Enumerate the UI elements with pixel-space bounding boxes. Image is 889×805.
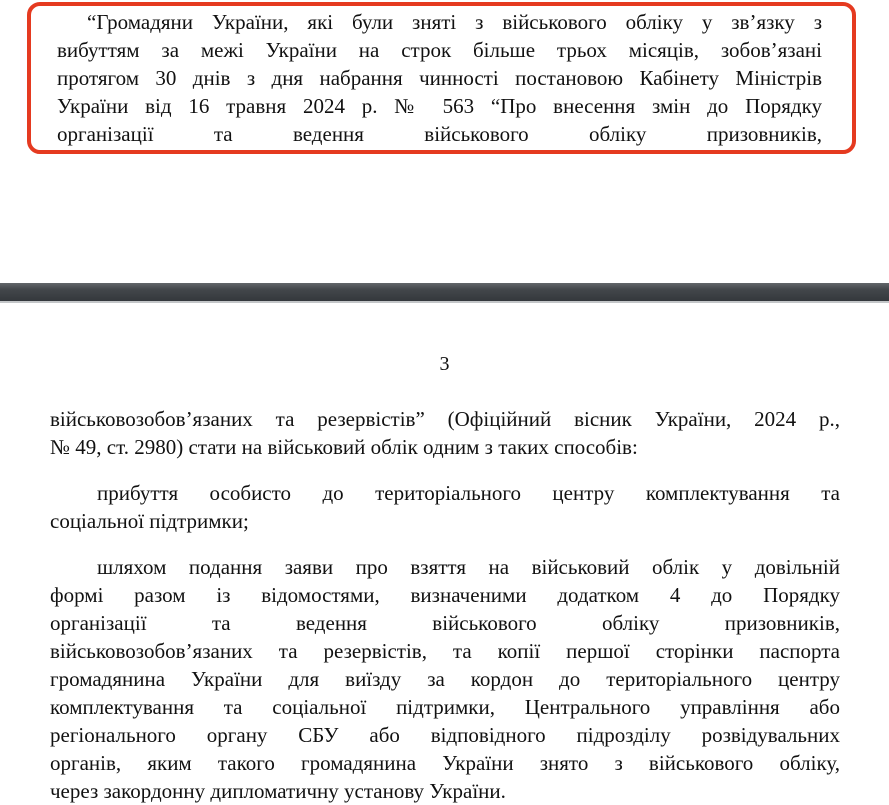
paragraph (50, 405, 840, 461)
paragraph-line: організації та ведення військового обліку призовників, (50, 611, 840, 635)
paragraph-line: формі разом із відомостями, визначеними додатком 4 до Порядку (50, 583, 840, 607)
paragraph-line: України від 16 травня 2024 р. № 563 “Про внесення змін до Порядку (57, 94, 822, 118)
paragraph-line: № 49, ст. 2980) стати на військовий облік одним з таких способів: (50, 435, 638, 459)
annotation-highlight-box (27, 2, 856, 154)
paragraph-line: шляхом подання заяви про взяття на військовий облік у довільній (97, 555, 840, 579)
paragraph-line: вибуттям за межі України на строк більше трьох місяців, зобов’язані (57, 38, 822, 62)
paragraph-line: органів, яким такого громадянина України знято з військового обліку, (50, 751, 840, 775)
paragraph-line: організації та ведення військового обліку призовників, (57, 122, 822, 146)
paragraph-line: регіонального органу СБУ або відповідного підрозділу розвідувальних (50, 723, 840, 747)
page-2-bottom (0, 2, 889, 283)
document-view (0, 2, 889, 802)
paragraph-line: комплектування та соціальної підтримки, Центрального управління або (50, 695, 840, 719)
paragraph-line: через закордонну дипломатичну установу України. (50, 779, 506, 803)
paragraph-line: громадянина України для виїзду за кордон до територіального центру (50, 667, 840, 691)
page-separator-bar (0, 283, 889, 303)
paragraph-line: “Громадяни України, які були зняті з військового обліку у зв’язку з (87, 10, 822, 34)
paragraph (50, 553, 840, 805)
paragraph (50, 479, 840, 535)
paragraph-line: прибуття особисто до територіального центру комплектування та (97, 481, 840, 505)
page-number: 3 (439, 353, 450, 375)
paragraph-line: протягом 30 днів з дня набрання чинності постановою Кабінету Міністрів (57, 66, 822, 90)
paragraph-line: військовозобов’язаних та резервістів” (Офіційний вісник України, 2024 р., (50, 407, 840, 431)
page-body-text (50, 405, 840, 805)
paragraph-line: соціальної підтримки; (50, 509, 249, 533)
page-3 (0, 303, 889, 805)
paragraph-line: військовозобов’язаних та резервістів, та копії першої сторінки паспорта (50, 639, 840, 663)
